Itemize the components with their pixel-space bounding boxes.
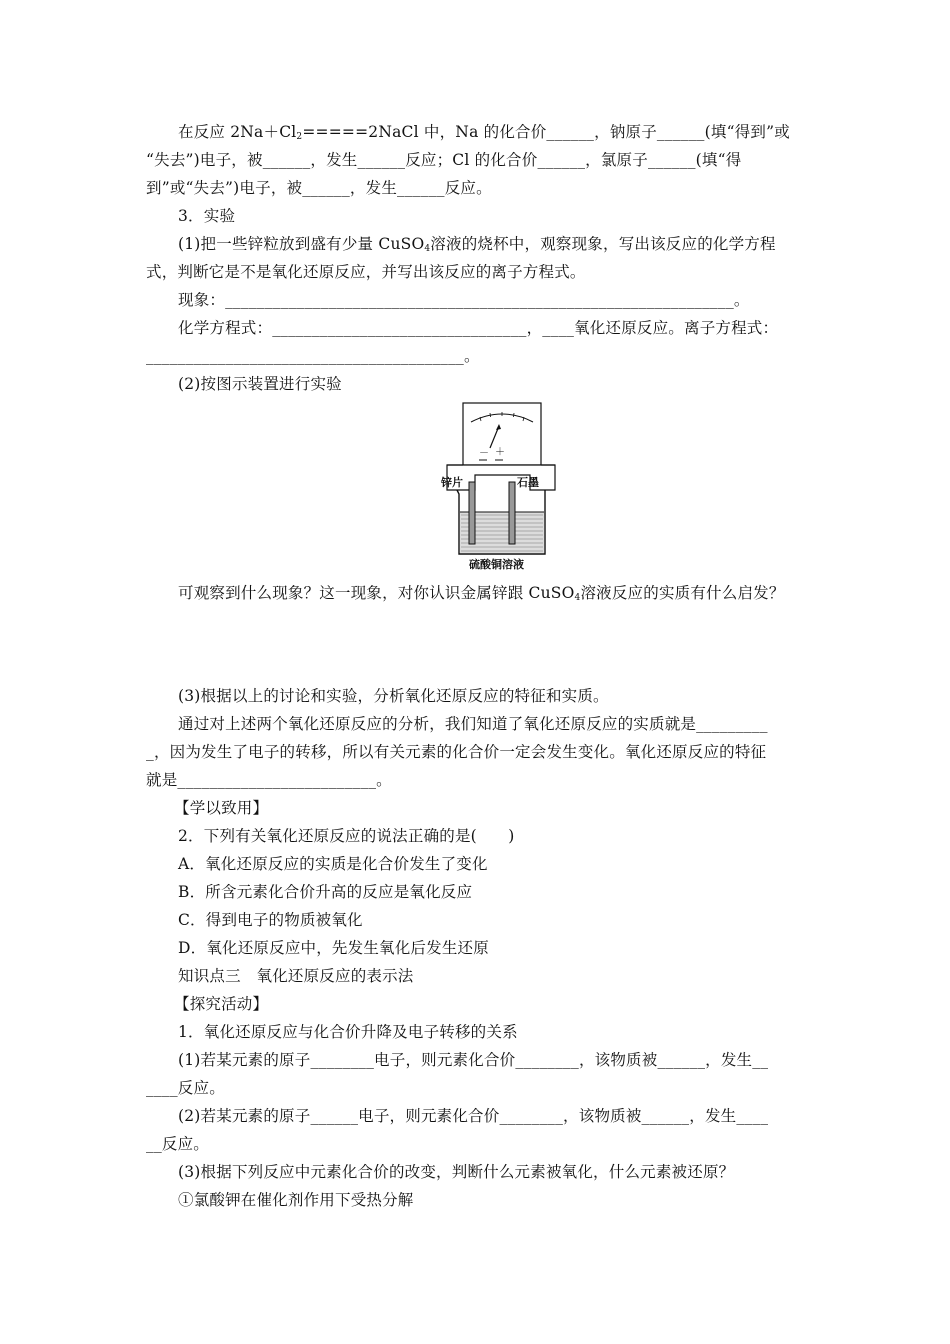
knowledge-point-3: 知识点三 氧化还原反应的表示法 [178,967,414,985]
explore-2-line-1: (2)若某元素的原子______电子，则元素化合价________，该物质被______，发生____ [178,1107,769,1125]
graphite-electrode [509,482,515,544]
experiment-2-title: (2)按图示装置进行实验 [178,375,342,393]
analysis-line-1: 通过对上述两个氧化还原反应的分析，我们知道了氧化还原反应的实质就是_________ [178,715,768,733]
line-reaction-cont-2: 到”或“失去”)电子，被______，发生______反应。 [146,179,492,197]
equation-blank-line: 化学方程式：________________________________，____氧化还原反应。离子方程式： [178,319,779,337]
option-b: B．所含元素化合价升高的反应是氧化反应 [178,883,473,901]
galvanic-cell-figure [435,400,570,572]
option-d: D．氧化还原反应中，先发生氧化后发生还原 [178,939,489,957]
phenomenon-blank-line: 现象：________________________________________________________________。 [178,291,750,309]
explore-1-line-1: (1)若某元素的原子________电子，则元素化合价________，该物质被______，发生__ [178,1051,769,1069]
explore-3-item-1: ①氯酸钾在催化剂作用下受热分解 [178,1191,414,1209]
section-experiment: 3．实验 [178,207,236,225]
section-apply: 【学以致用】 [174,799,269,817]
explore-2-line-2: __反应。 [146,1135,210,1153]
graphite-label: 石墨 [517,476,539,489]
observation-question: 可观察到什么现象？这一现象，对你认识金属锌跟 CuSO$_4$溶液反应的实质有什么启发？ [178,584,785,603]
plus-terminal-label: ＋ [495,447,505,458]
experiment-3-title: (3)根据以上的讨论和实验，分析氧化还原反应的特征和实质。 [178,687,609,705]
ionic-equation-blank-line: ________________________________________。 [146,347,480,365]
option-a: A．氧化还原反应的实质是化合价发生了变化 [178,855,488,873]
section-explore: 【探究活动】 [174,995,269,1013]
question-2: 2．下列有关氧化还原反应的说法正确的是( ) [178,827,515,845]
explore-1-line-2: ____反应。 [146,1079,225,1097]
zinc-label: 锌片 [441,476,463,489]
line-reaction-na-cl: 在反应 $2Na+Cl_2=====2NaCl$ 中，Na 的化合价______，钠原子______(填“得到”或 [178,123,790,142]
explore-3-line: (3)根据下列反应中元素化合价的改变，判断什么元素被氧化，什么元素被还原？ [178,1163,735,1181]
experiment-1-line-2: 式，判断它是不是氧化还原反应，并写出该反应的离子方程式。 [146,263,586,281]
explore-item-1: 1．氧化还原反应与化合价升降及电子转移的关系 [178,1023,518,1041]
solution-label: 硫酸铜溶液 [469,558,524,571]
line-reaction-cont-1: “失去”)电子，被______，发生______反应；Cl 的化合价______，氯原子______(填“得 [146,151,742,169]
analysis-line-2: _，因为发生了电子的转移，所以有关元素的化合价一定会发生变化。氧化还原反应的特征 [146,743,767,761]
experiment-1-line-1: (1)把一些锌粒放到盛有少量 CuSO$_4$溶液的烧杯中，观察现象，写出该反应的化学方程 [178,235,776,254]
option-c: C．得到电子的物质被氧化 [178,911,363,929]
zinc-electrode [469,482,475,544]
minus-terminal-label: － [479,448,489,459]
analysis-line-3: 就是_________________________。 [146,771,392,789]
